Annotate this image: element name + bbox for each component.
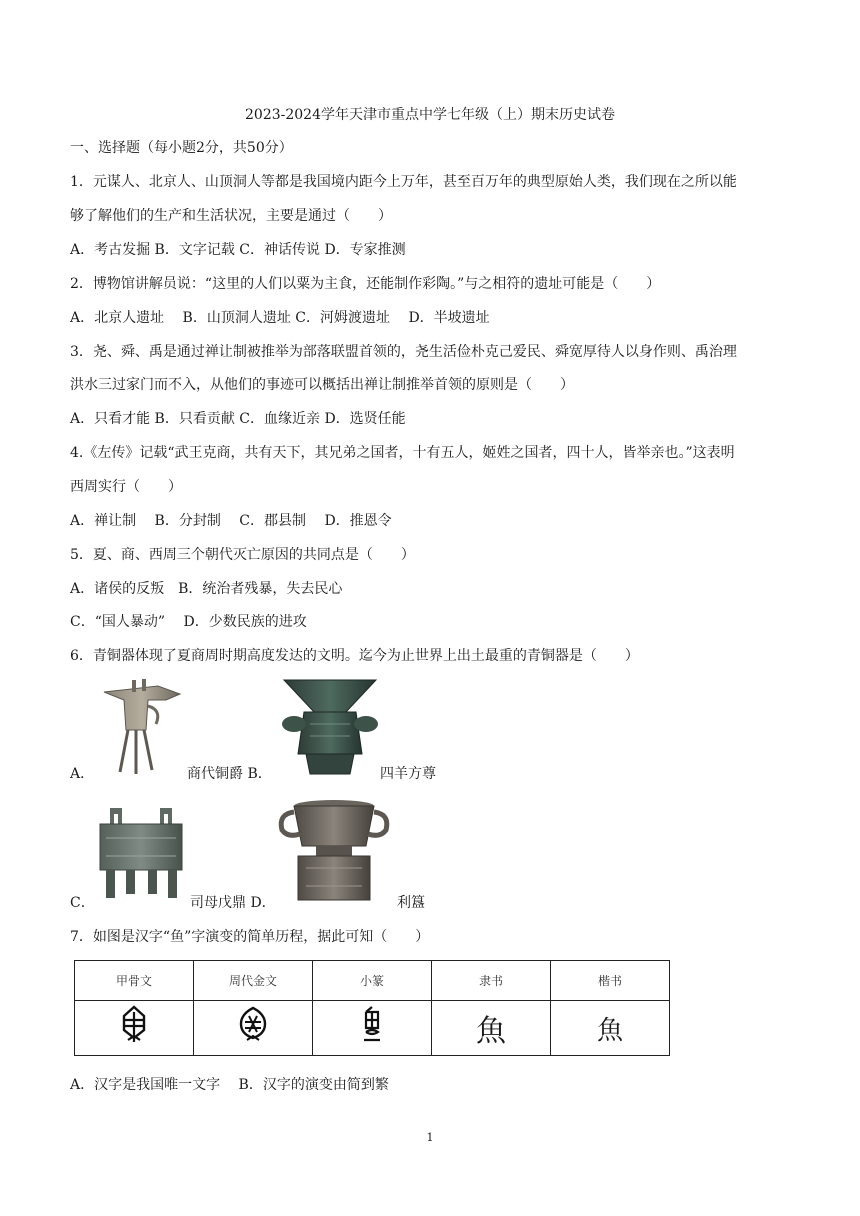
header-oracle-bone: 甲骨文 bbox=[75, 961, 194, 1001]
q1-line2: 够了解他们的生产和生活状况，主要是通过（ ） bbox=[70, 208, 392, 224]
section-heading: 一、选择题（每小题2分，共50分） bbox=[70, 140, 293, 156]
page-title: 2023-2024学年天津市重点中学七年级（上）期末历史试卷 bbox=[245, 107, 615, 123]
glyph-small-seal bbox=[313, 1001, 432, 1056]
q6-a-letter: A． bbox=[70, 766, 95, 782]
q7-line1: 7．如图是汉字“鱼”字演变的简单历程，据此可知（ ） bbox=[70, 929, 430, 945]
q2-line1: 2．博物馆讲解员说：“这里的人们以粟为主食，还能制作彩陶。”与之相符的遗址可能是（ ） bbox=[70, 276, 661, 292]
q7-options: A．汉字是我国唯一文字 B．汉字的演变由简到繁 bbox=[70, 1077, 389, 1093]
bronze-li-gui-image bbox=[276, 794, 392, 902]
header-small-seal: 小篆 bbox=[313, 961, 432, 1001]
bronze-ding-image bbox=[96, 804, 186, 900]
q3-line1: 3．尧、舜、禹是通过禅让制被推举为部落联盟首领的，尧生活俭朴克己爱民、舜宽厚待人以身作则、禹治理 bbox=[70, 344, 737, 360]
fish-character-evolution-table bbox=[74, 960, 670, 1056]
q6-c-letter: C． bbox=[70, 895, 95, 911]
header-clerical: 隶书 bbox=[432, 961, 551, 1001]
header-bronze-inscription: 周代金文 bbox=[194, 961, 313, 1001]
glyph-clerical: 魚 bbox=[432, 1001, 551, 1056]
oracle-fish-glyph bbox=[114, 1004, 154, 1044]
q5-line1: 5．夏、商、西周三个朝代灭亡原因的共同点是（ ） bbox=[70, 547, 415, 563]
q4-line1: 4.《左传》记载“武王克商，共有天下，其兄弟之国者，十有五人，姬姓之国者，四十人，皆举亲也。”这表明 bbox=[70, 445, 735, 461]
header-regular: 楷书 bbox=[551, 961, 670, 1001]
q2-options: A．北京人遗址 B．山顶洞人遗址 C．河姆渡遗址 D．半坡遗址 bbox=[70, 310, 490, 326]
q1-line1: 1．元谋人、北京人、山顶洞人等都是我国境内距今上万年，甚至百万年的典型原始人类，我们现在之所以能 bbox=[70, 174, 737, 190]
q6-b-name: 四羊方尊 bbox=[380, 766, 436, 782]
q3-line2: 洪水三过家门而不入，从他们的事迹可以概括出禅让制推举首领的原则是（ ） bbox=[70, 377, 574, 393]
seal-fish-glyph bbox=[352, 1004, 392, 1044]
q6-a-name: 商代铜爵 B． bbox=[187, 766, 272, 782]
q6-c-name: 司母戊鼎 D． bbox=[190, 895, 276, 911]
page-number: 1 bbox=[426, 1131, 434, 1144]
q6-d-name: 利簋 bbox=[397, 895, 425, 911]
bronze-square-zun-image bbox=[280, 674, 380, 778]
glyph-bronze-inscription bbox=[194, 1001, 313, 1056]
q1-options: A．考古发掘 B．文字记载 C．神话传说 D．专家推测 bbox=[70, 242, 406, 258]
glyph-oracle-bone bbox=[75, 1001, 194, 1056]
bronze-jue-image bbox=[96, 678, 186, 778]
q5-options-2: C．“国人暴动” D．少数民族的进攻 bbox=[70, 614, 307, 630]
bronze-fish-glyph bbox=[233, 1004, 273, 1044]
q4-options: A．禅让制 B．分封制 C．郡县制 D．推恩令 bbox=[70, 513, 392, 529]
glyph-regular: 魚 bbox=[551, 1001, 670, 1056]
q4-line2: 西周实行（ ） bbox=[70, 479, 182, 495]
q3-options: A．只看才能 B．只看贡献 C．血缘近亲 D．选贤任能 bbox=[70, 411, 406, 427]
q5-options-1: A．诸侯的反叛 B．统治者残暴，失去民心 bbox=[70, 581, 343, 597]
q6-line1: 6．青铜器体现了夏商周时期高度发达的文明。迄今为止世界上出土最重的青铜器是（ ） bbox=[70, 648, 639, 664]
